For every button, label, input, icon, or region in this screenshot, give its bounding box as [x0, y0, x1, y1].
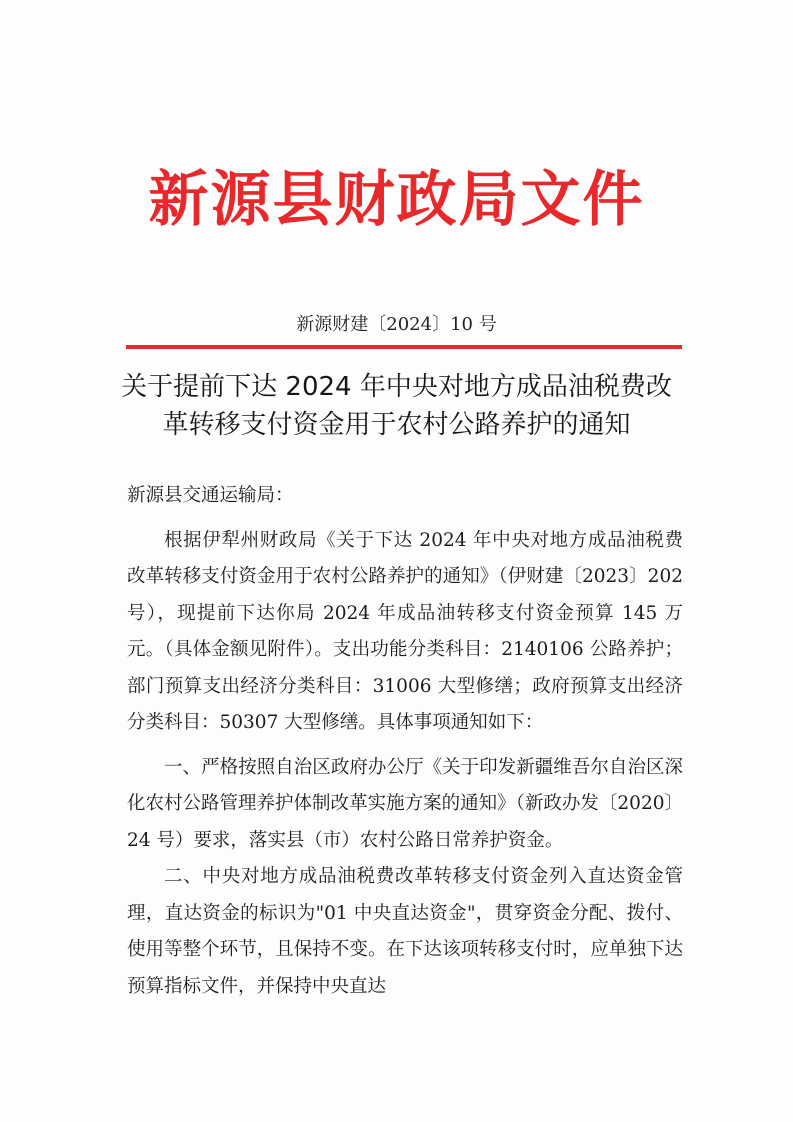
notice-title: [100, 368, 693, 444]
paragraph-item-1: 一、严格按照自治区政府办公厅《关于印发新疆维吾尔自治区深化农村公路管理养护体制改革实施方案的通知》（新政办发〔2020〕24 号）要求，落实县（市）农村公路日常养护资金。: [127, 756, 683, 851]
paragraph-item-2: 二、中央对地方成品油税费改革转移支付资金列入直达资金管理，直达资金的标识为"01 中央直达资金"，贯穿资金分配、拨付、使用等整个环节，且保持不变。在下达该项转移支付时，应单独下达预算指标文件，并保持中央直达: [127, 866, 683, 997]
notice-title-line-1: 关于提前下达 2024 年中央对地方成品油税费改: [121, 372, 672, 402]
document-number: 新源财建〔2024〕10 号: [296, 314, 497, 335]
document-header-title: 新源县财政局文件: [148, 165, 645, 235]
document-body: [127, 478, 683, 1005]
red-divider-line: [126, 345, 682, 349]
notice-title-line-2: 革转移支付资金用于农村公路养护的通知: [162, 410, 631, 440]
addressee: 新源县交通运输局：: [127, 485, 294, 506]
paragraph-intro: 根据伊犁州财政局《关于下达 2024 年中央对地方成品油税费改革转移支付资金用于农村公路养护的通知》（伊财建〔2023〕202 号），现提前下达你局 2024 年成品油转移支付资金预算 145 万元。（具体金额见附件）。支出功能分类科目：2140106 公路养护；部门预算支出经济分类科目：31006 大型修缮；政府预算支出经济分类科目：50307 大型修缮。具体事项通知如下：: [127, 529, 683, 733]
